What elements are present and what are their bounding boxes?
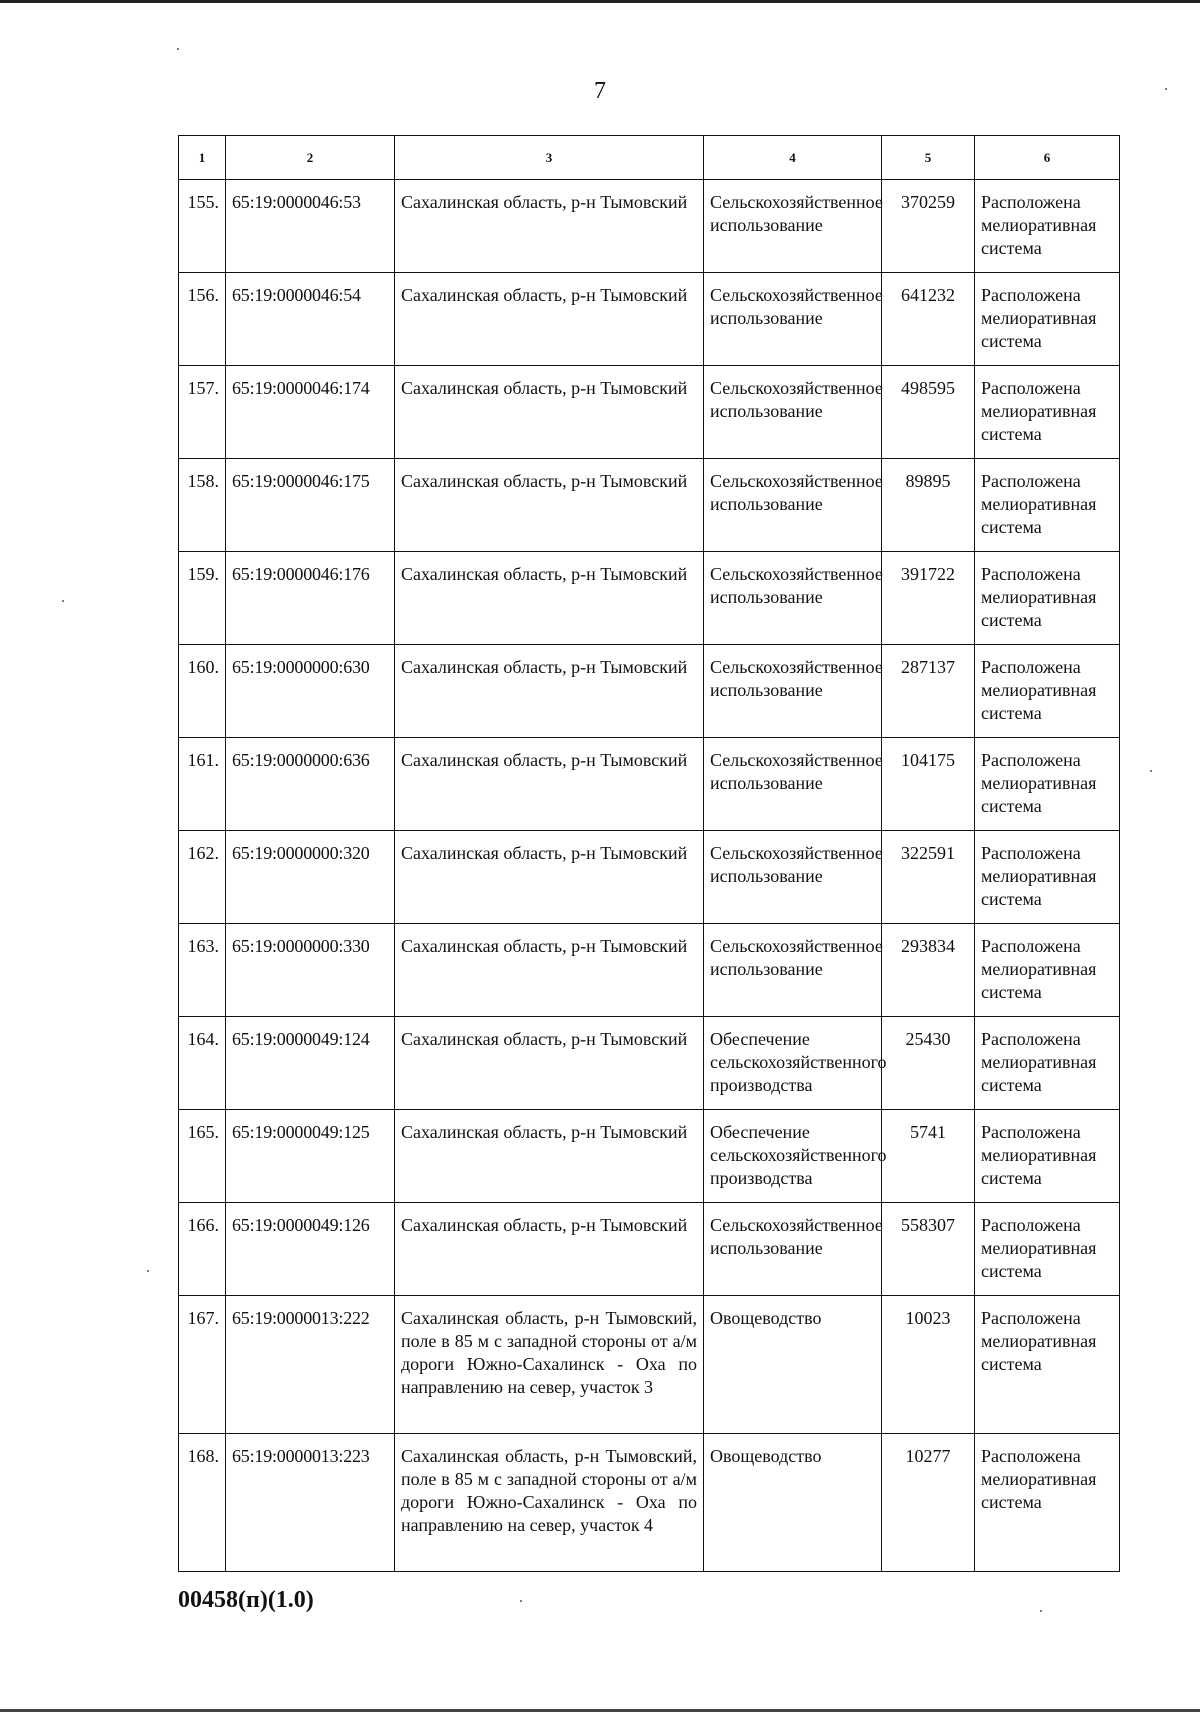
row-number: 157.	[179, 366, 226, 459]
row-number: 159.	[179, 552, 226, 645]
address-cell: Сахалинская область, р-н Тымовский, поле в 85 м с западной стороны от а/м дороги Южно-Сахалинск - Оха по направлению на север, участок 4	[395, 1434, 704, 1572]
area-cell: 641232	[882, 273, 975, 366]
table-row	[179, 738, 1120, 831]
scan-speck	[1040, 1610, 1042, 1612]
scan-speck	[1150, 770, 1152, 772]
row-number: 168.	[179, 1434, 226, 1572]
land-use-cell: Сельскохозяйственное использование	[704, 738, 882, 831]
page-number: 7	[594, 78, 606, 104]
row-number: 162.	[179, 831, 226, 924]
area-cell: 89895	[882, 459, 975, 552]
address-cell: Сахалинская область, р-н Тымовский	[395, 459, 704, 552]
area-cell: 287137	[882, 645, 975, 738]
column-header: 3	[395, 136, 704, 180]
row-number: 161.	[179, 738, 226, 831]
land-use-cell: Сельскохозяйственное использование	[704, 924, 882, 1017]
address-cell: Сахалинская область, р-н Тымовский	[395, 366, 704, 459]
land-plots-table	[178, 135, 1120, 1572]
address-cell: Сахалинская область, р-н Тымовский	[395, 1017, 704, 1110]
area-cell: 498595	[882, 366, 975, 459]
row-number: 160.	[179, 645, 226, 738]
address-cell: Сахалинская область, р-н Тымовский	[395, 180, 704, 273]
table-header-row	[179, 136, 1120, 180]
row-number: 158.	[179, 459, 226, 552]
table-row	[179, 1110, 1120, 1203]
land-use-cell: Сельскохозяйственное использование	[704, 831, 882, 924]
row-number: 163.	[179, 924, 226, 1017]
land-use-cell: Сельскохозяйственное использование	[704, 180, 882, 273]
land-use-cell: Сельскохозяйственное использование	[704, 1203, 882, 1296]
column-header: 5	[882, 136, 975, 180]
row-number: 156.	[179, 273, 226, 366]
note-cell: Расположена мелиоративная система	[975, 831, 1120, 924]
note-cell: Расположена мелиоративная система	[975, 1110, 1120, 1203]
scan-speck	[147, 1270, 149, 1272]
area-cell: 10023	[882, 1296, 975, 1434]
area-cell: 10277	[882, 1434, 975, 1572]
row-number: 166.	[179, 1203, 226, 1296]
area-cell: 293834	[882, 924, 975, 1017]
note-cell: Расположена мелиоративная система	[975, 180, 1120, 273]
cadastral-number: 65:19:0000000:320	[226, 831, 395, 924]
cadastral-number: 65:19:0000000:630	[226, 645, 395, 738]
table-row	[179, 1017, 1120, 1110]
cadastral-number: 65:19:0000013:222	[226, 1296, 395, 1434]
note-cell: Расположена мелиоративная система	[975, 459, 1120, 552]
column-header: 1	[179, 136, 226, 180]
cadastral-number: 65:19:0000046:53	[226, 180, 395, 273]
address-cell: Сахалинская область, р-н Тымовский	[395, 273, 704, 366]
area-cell: 104175	[882, 738, 975, 831]
land-use-cell: Обеспечение сельскохозяйственного производства	[704, 1110, 882, 1203]
address-cell: Сахалинская область, р-н Тымовский	[395, 645, 704, 738]
land-use-cell: Овощеводство	[704, 1296, 882, 1434]
table-row	[179, 1434, 1120, 1572]
column-header: 6	[975, 136, 1120, 180]
cadastral-number: 65:19:0000049:125	[226, 1110, 395, 1203]
note-cell: Расположена мелиоративная система	[975, 645, 1120, 738]
address-cell: Сахалинская область, р-н Тымовский	[395, 924, 704, 1017]
cadastral-number: 65:19:0000049:126	[226, 1203, 395, 1296]
scan-bottom-edge	[0, 1709, 1200, 1712]
note-cell: Расположена мелиоративная система	[975, 738, 1120, 831]
scan-speck	[177, 48, 179, 50]
table-row	[179, 273, 1120, 366]
scan-top-edge	[0, 0, 1200, 3]
scan-speck	[520, 1600, 522, 1602]
document-code: 00458(п)(1.0)	[178, 1587, 314, 1613]
cadastral-number: 65:19:0000046:54	[226, 273, 395, 366]
table-row	[179, 459, 1120, 552]
cadastral-number: 65:19:0000000:330	[226, 924, 395, 1017]
land-use-cell: Сельскохозяйственное использование	[704, 459, 882, 552]
scan-speck	[1165, 88, 1167, 90]
area-cell: 25430	[882, 1017, 975, 1110]
address-cell: Сахалинская область, р-н Тымовский, поле в 85 м с западной стороны от а/м дороги Южно-Сахалинск - Оха по направлению на север, участок 3	[395, 1296, 704, 1434]
note-cell: Расположена мелиоративная система	[975, 552, 1120, 645]
note-cell: Расположена мелиоративная система	[975, 1434, 1120, 1572]
row-number: 165.	[179, 1110, 226, 1203]
cadastral-number: 65:19:0000013:223	[226, 1434, 395, 1572]
cadastral-number: 65:19:0000049:124	[226, 1017, 395, 1110]
land-use-cell: Овощеводство	[704, 1434, 882, 1572]
address-cell: Сахалинская область, р-н Тымовский	[395, 831, 704, 924]
table-row	[179, 552, 1120, 645]
cadastral-number: 65:19:0000046:175	[226, 459, 395, 552]
note-cell: Расположена мелиоративная система	[975, 366, 1120, 459]
cadastral-number: 65:19:0000000:636	[226, 738, 395, 831]
note-cell: Расположена мелиоративная система	[975, 273, 1120, 366]
table-row	[179, 1296, 1120, 1434]
note-cell: Расположена мелиоративная система	[975, 1296, 1120, 1434]
table-row	[179, 831, 1120, 924]
scan-speck	[62, 600, 64, 602]
land-use-cell: Сельскохозяйственное использование	[704, 273, 882, 366]
area-cell: 558307	[882, 1203, 975, 1296]
column-header: 2	[226, 136, 395, 180]
area-cell: 322591	[882, 831, 975, 924]
address-cell: Сахалинская область, р-н Тымовский	[395, 1110, 704, 1203]
column-header: 4	[704, 136, 882, 180]
area-cell: 5741	[882, 1110, 975, 1203]
table-row	[179, 1203, 1120, 1296]
address-cell: Сахалинская область, р-н Тымовский	[395, 552, 704, 645]
table-row	[179, 924, 1120, 1017]
cadastral-number: 65:19:0000046:176	[226, 552, 395, 645]
row-number: 167.	[179, 1296, 226, 1434]
table-row	[179, 645, 1120, 738]
land-use-cell: Сельскохозяйственное использование	[704, 645, 882, 738]
note-cell: Расположена мелиоративная система	[975, 924, 1120, 1017]
note-cell: Расположена мелиоративная система	[975, 1203, 1120, 1296]
table-body	[179, 180, 1120, 1572]
note-cell: Расположена мелиоративная система	[975, 1017, 1120, 1110]
table-row	[179, 366, 1120, 459]
row-number: 164.	[179, 1017, 226, 1110]
land-use-cell: Сельскохозяйственное использование	[704, 552, 882, 645]
row-number: 155.	[179, 180, 226, 273]
address-cell: Сахалинская область, р-н Тымовский	[395, 1203, 704, 1296]
land-use-cell: Обеспечение сельскохозяйственного производства	[704, 1017, 882, 1110]
area-cell: 370259	[882, 180, 975, 273]
address-cell: Сахалинская область, р-н Тымовский	[395, 738, 704, 831]
table-row	[179, 180, 1120, 273]
land-use-cell: Сельскохозяйственное использование	[704, 366, 882, 459]
area-cell: 391722	[882, 552, 975, 645]
cadastral-number: 65:19:0000046:174	[226, 366, 395, 459]
